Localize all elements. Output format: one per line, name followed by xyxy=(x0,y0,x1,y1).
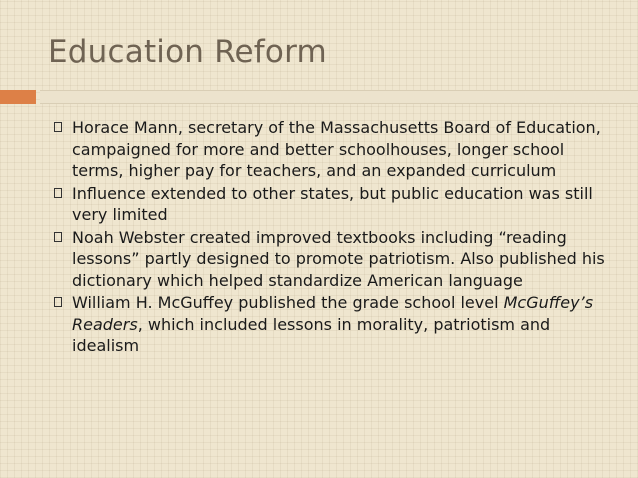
bullet-item xyxy=(50,227,610,292)
title-accent-bar xyxy=(0,90,36,104)
bullet-text: Noah Webster created improved textbooks including “reading lessons” partly designed to promote patriotism. Also published his dictionary which helped standardize American language xyxy=(72,227,605,290)
square-bullet-icon xyxy=(54,297,62,307)
square-bullet-icon xyxy=(54,188,62,198)
bullet-list xyxy=(50,117,610,358)
bullet-text-after: , which included lessons in morality, patriotism and idealism xyxy=(72,314,551,355)
bullet-text: Influence extended to other states, but public education was still very limited xyxy=(72,183,593,224)
bullet-text-before: William H. McGuffey published the grade school level xyxy=(72,293,504,312)
title-divider xyxy=(40,90,638,104)
slide-title: Education Reform xyxy=(48,34,327,70)
book-title: McGuffey’s Readers xyxy=(72,293,594,334)
bullet-text: Horace Mann, secretary of the Massachusetts Board of Education, campaigned for more and better schoolhouses, longer school terms, higher pay for teachers, and an expanded curriculum xyxy=(72,118,601,180)
bullet-item xyxy=(50,117,610,182)
bullet-item xyxy=(50,183,610,226)
bullet-item xyxy=(50,292,610,357)
square-bullet-icon xyxy=(54,122,62,132)
square-bullet-icon xyxy=(54,232,62,242)
